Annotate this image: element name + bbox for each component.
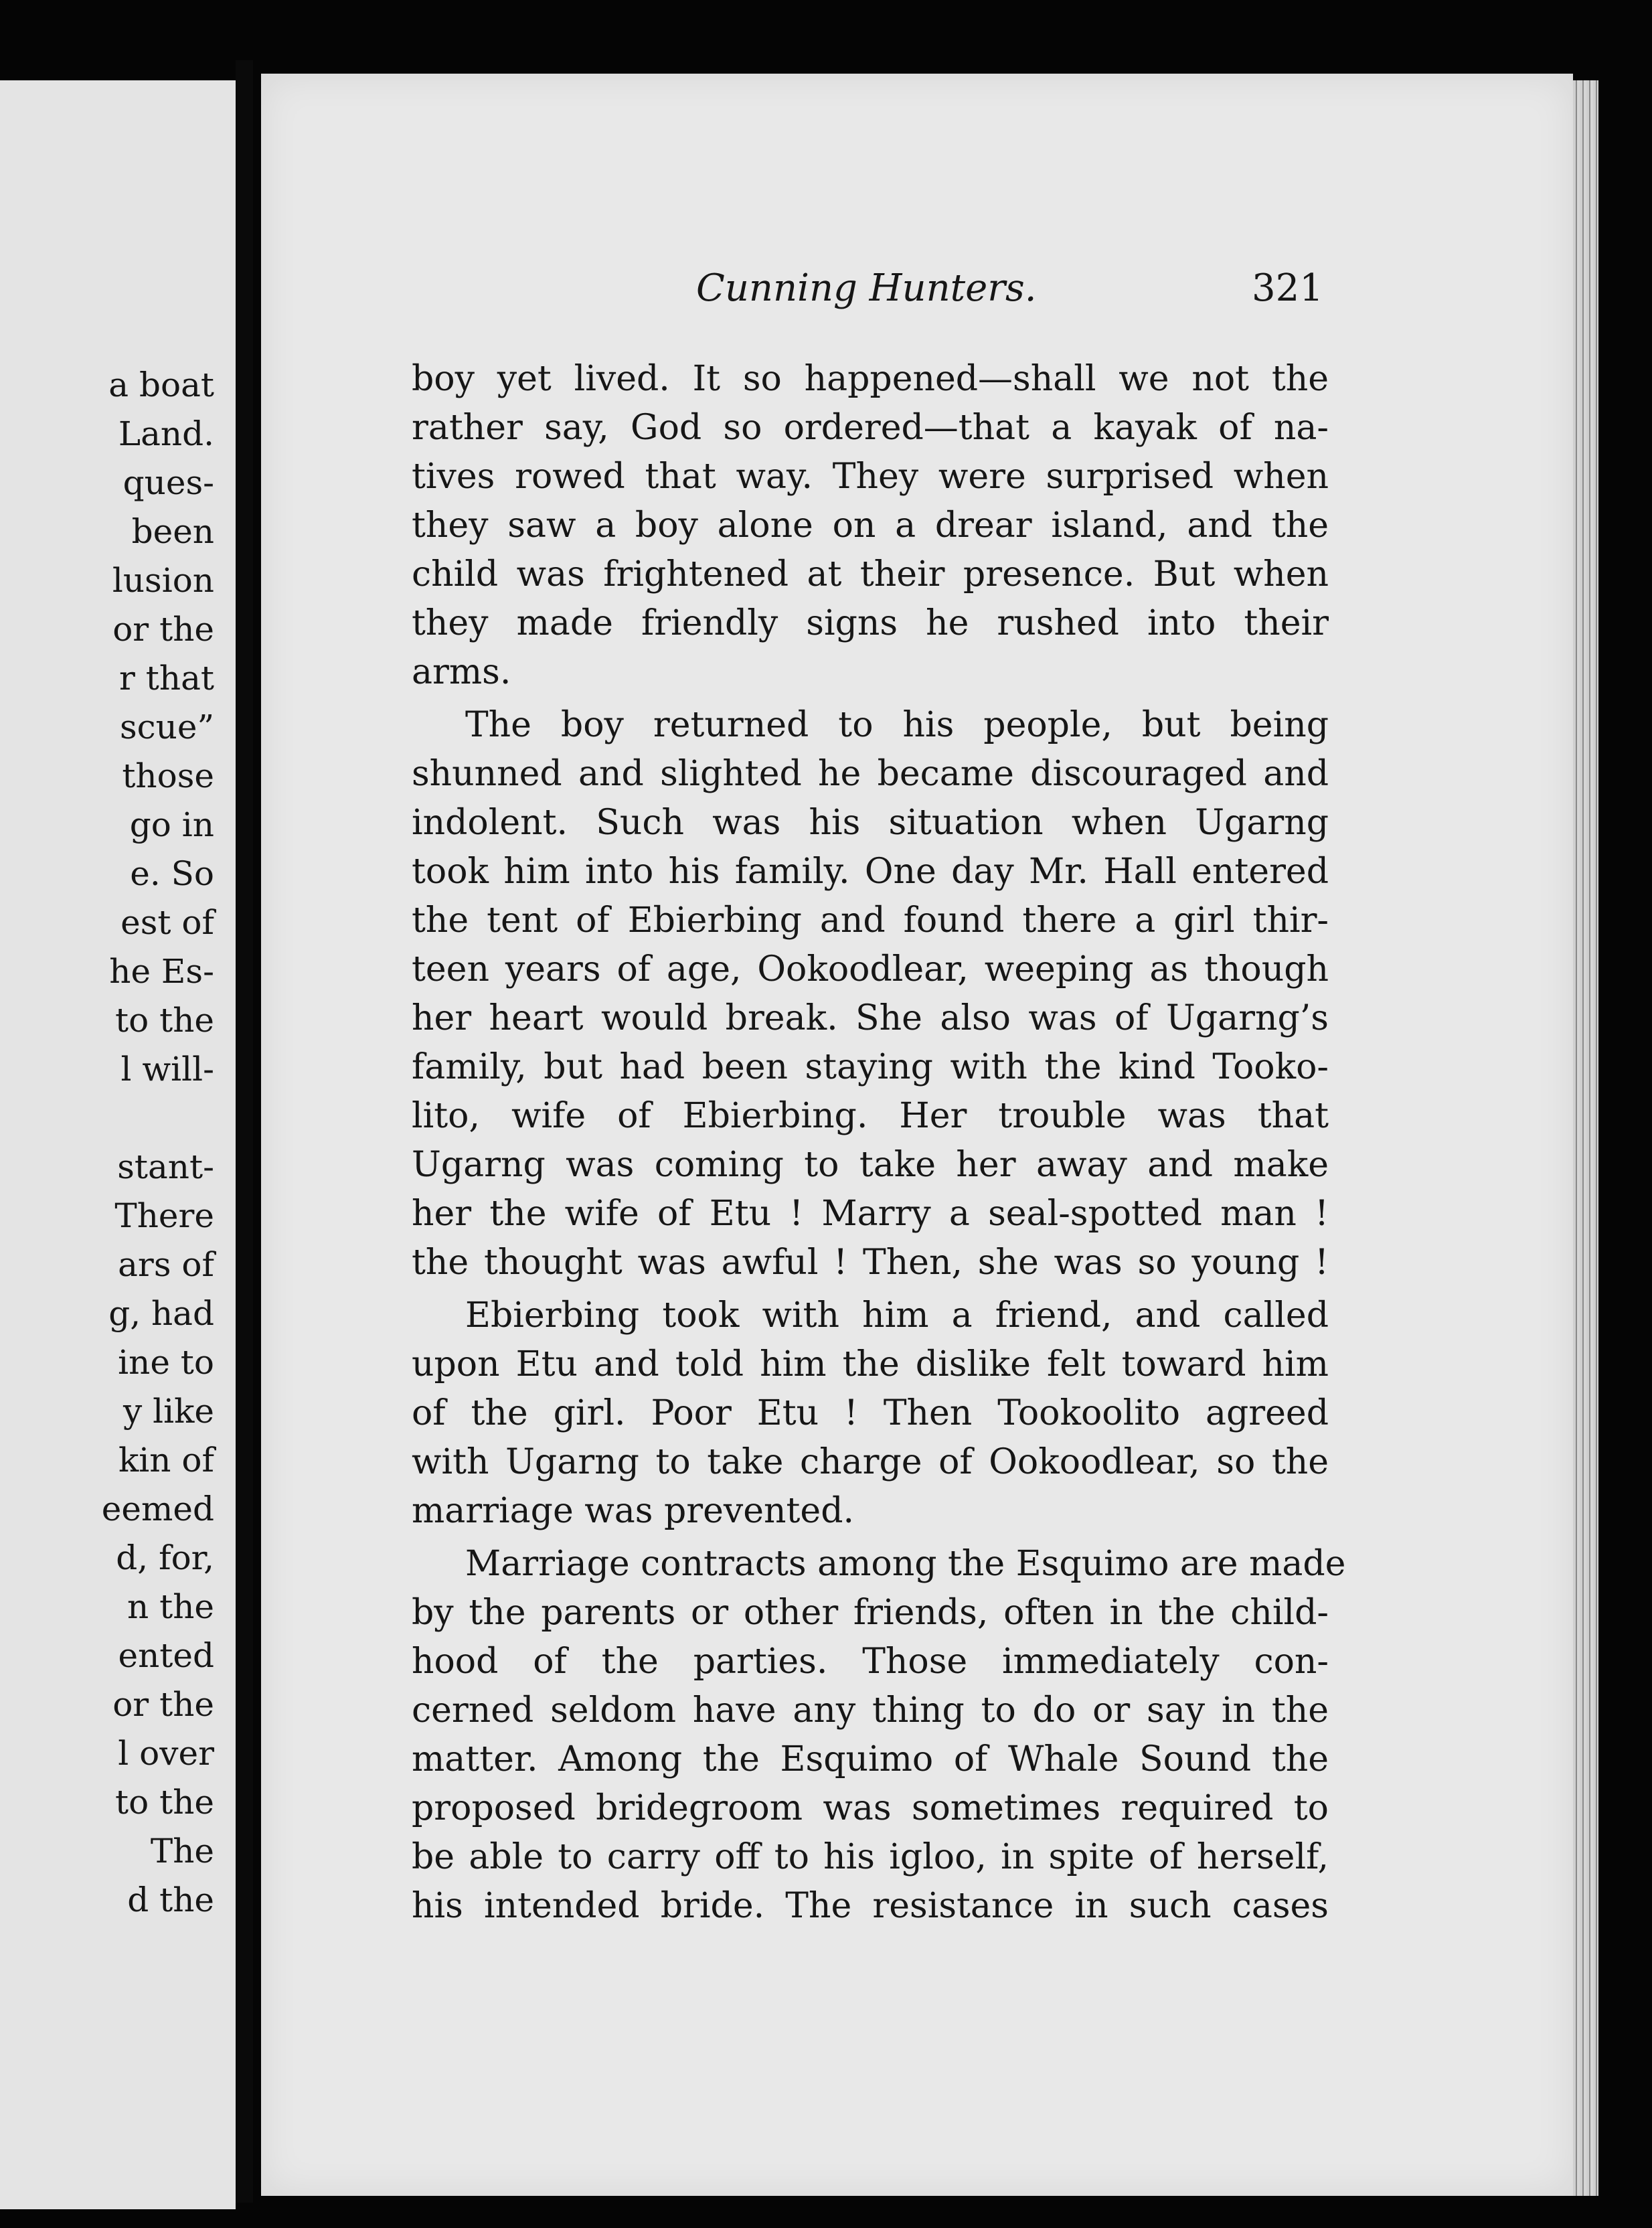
text-line: they saw a boy alone on a drear island, and the [412, 505, 1329, 546]
previous-page-line: ine to [118, 1343, 214, 1382]
page-edges [1573, 80, 1598, 2196]
text-line: with Ugarng to take charge of Ookoodlear, so the [412, 1442, 1329, 1482]
previous-page-line: d, for, [116, 1538, 214, 1577]
text-line: be able to carry off to his igloo, in spite of herself, [412, 1837, 1329, 1877]
previous-page-line: go in [129, 805, 214, 844]
text-line: lito, wife of Ebierbing. Her trouble was that [412, 1096, 1329, 1136]
text-line: by the parents or other friends, often in the child- [412, 1593, 1329, 1633]
text-line: Ebierbing took with him a friend, and called [465, 1295, 1329, 1336]
previous-page-line: he Es- [109, 952, 214, 991]
previous-page-line: those [122, 757, 214, 795]
previous-page-line: Land. [118, 414, 214, 453]
text-line: cerned seldom have any thing to do or say in the [412, 1690, 1329, 1731]
running-head: Cunning Hunters. [696, 266, 1037, 310]
previous-page-line: to the [115, 1001, 214, 1040]
book-gutter [236, 60, 253, 2203]
paragraph [412, 1291, 1329, 1536]
previous-page-fragment [0, 80, 236, 2209]
text-line: indolent. Such was his situation when Ugarng [412, 803, 1329, 843]
previous-page-line: kin of [118, 1441, 214, 1480]
body-text [412, 355, 1346, 1931]
previous-page-line: to the [115, 1783, 214, 1822]
paragraph [412, 1540, 1346, 1931]
previous-page-line: or the [112, 1685, 214, 1724]
text-line: Marriage contracts among the Esquimo are made [465, 1544, 1346, 1584]
text-line: hood of the parties. Those immediately con- [412, 1642, 1329, 1682]
text-line: matter. Among the Esquimo of Whale Sound the [412, 1739, 1329, 1779]
text-line: took him into his family. One day Mr. Hall entered [412, 852, 1329, 892]
text-line: marriage was prevented. [412, 1491, 855, 1531]
text-line: family, but had been staying with the kind Tooko- [412, 1047, 1329, 1087]
text-line: the thought was awful ! Then, she was so young ! [412, 1243, 1329, 1283]
page-number: 321 [1252, 266, 1323, 310]
text-line: her the wife of Etu ! Marry a seal-spotted man ! [412, 1194, 1329, 1234]
text-line: they made friendly signs he rushed into their [412, 603, 1329, 643]
text-line: her heart would break. She also was of Ugarng’s [412, 998, 1329, 1038]
text-line: arms. [412, 652, 511, 692]
previous-page-line: ars of [118, 1245, 214, 1284]
text-line: Ugarng was coming to take her away and make [412, 1145, 1329, 1185]
previous-page-line: l over [118, 1734, 214, 1773]
paragraph [412, 701, 1329, 1287]
text-line: upon Etu and told him the dislike felt toward him [412, 1344, 1329, 1384]
previous-page-line: l will- [120, 1050, 214, 1089]
previous-page-line: e. So [130, 854, 214, 893]
previous-page-line: or the [112, 610, 214, 649]
previous-page-line: g, had [108, 1294, 214, 1333]
text-line: his intended bride. The resistance in such cases [412, 1886, 1329, 1926]
previous-page-line: been [131, 512, 214, 551]
text-line: tives rowed that way. They were surprised when [412, 457, 1329, 497]
text-line: of the girl. Poor Etu ! Then Tookoolito agreed [412, 1393, 1329, 1433]
previous-page-line: The [150, 1832, 214, 1871]
previous-page-line: lusion [112, 561, 214, 600]
previous-page-line: ques- [122, 463, 214, 502]
text-line: shunned and slighted he became discouraged and [412, 754, 1329, 794]
text-line: boy yet lived. It so happened—shall we not the [412, 359, 1329, 399]
previous-page-line: scue” [119, 708, 214, 746]
text-line: the tent of Ebierbing and found there a girl thir- [412, 900, 1329, 941]
previous-page-line: est of [120, 903, 214, 942]
text-line: rather say, God so ordered—that a kayak of na- [412, 408, 1329, 448]
previous-page-line: eemed [101, 1490, 214, 1528]
previous-page-line: ented [118, 1636, 214, 1675]
previous-page-line: n the [127, 1587, 214, 1626]
previous-page-line: There [114, 1196, 214, 1235]
previous-page-line: r that [119, 659, 214, 698]
text-line: proposed bridegroom was sometimes required to [412, 1788, 1329, 1828]
previous-page-line: a boat [108, 366, 214, 404]
paragraph [412, 355, 1329, 697]
previous-page-line: y like [122, 1392, 214, 1431]
text-line: teen years of age, Ookoodlear, weeping as though [412, 949, 1329, 989]
text-line: The boy returned to his people, but being [465, 705, 1329, 745]
previous-page-line: d the [127, 1881, 214, 1919]
text-line: child was frightened at their presence. But when [412, 554, 1329, 594]
previous-page-line: stant- [117, 1147, 214, 1186]
